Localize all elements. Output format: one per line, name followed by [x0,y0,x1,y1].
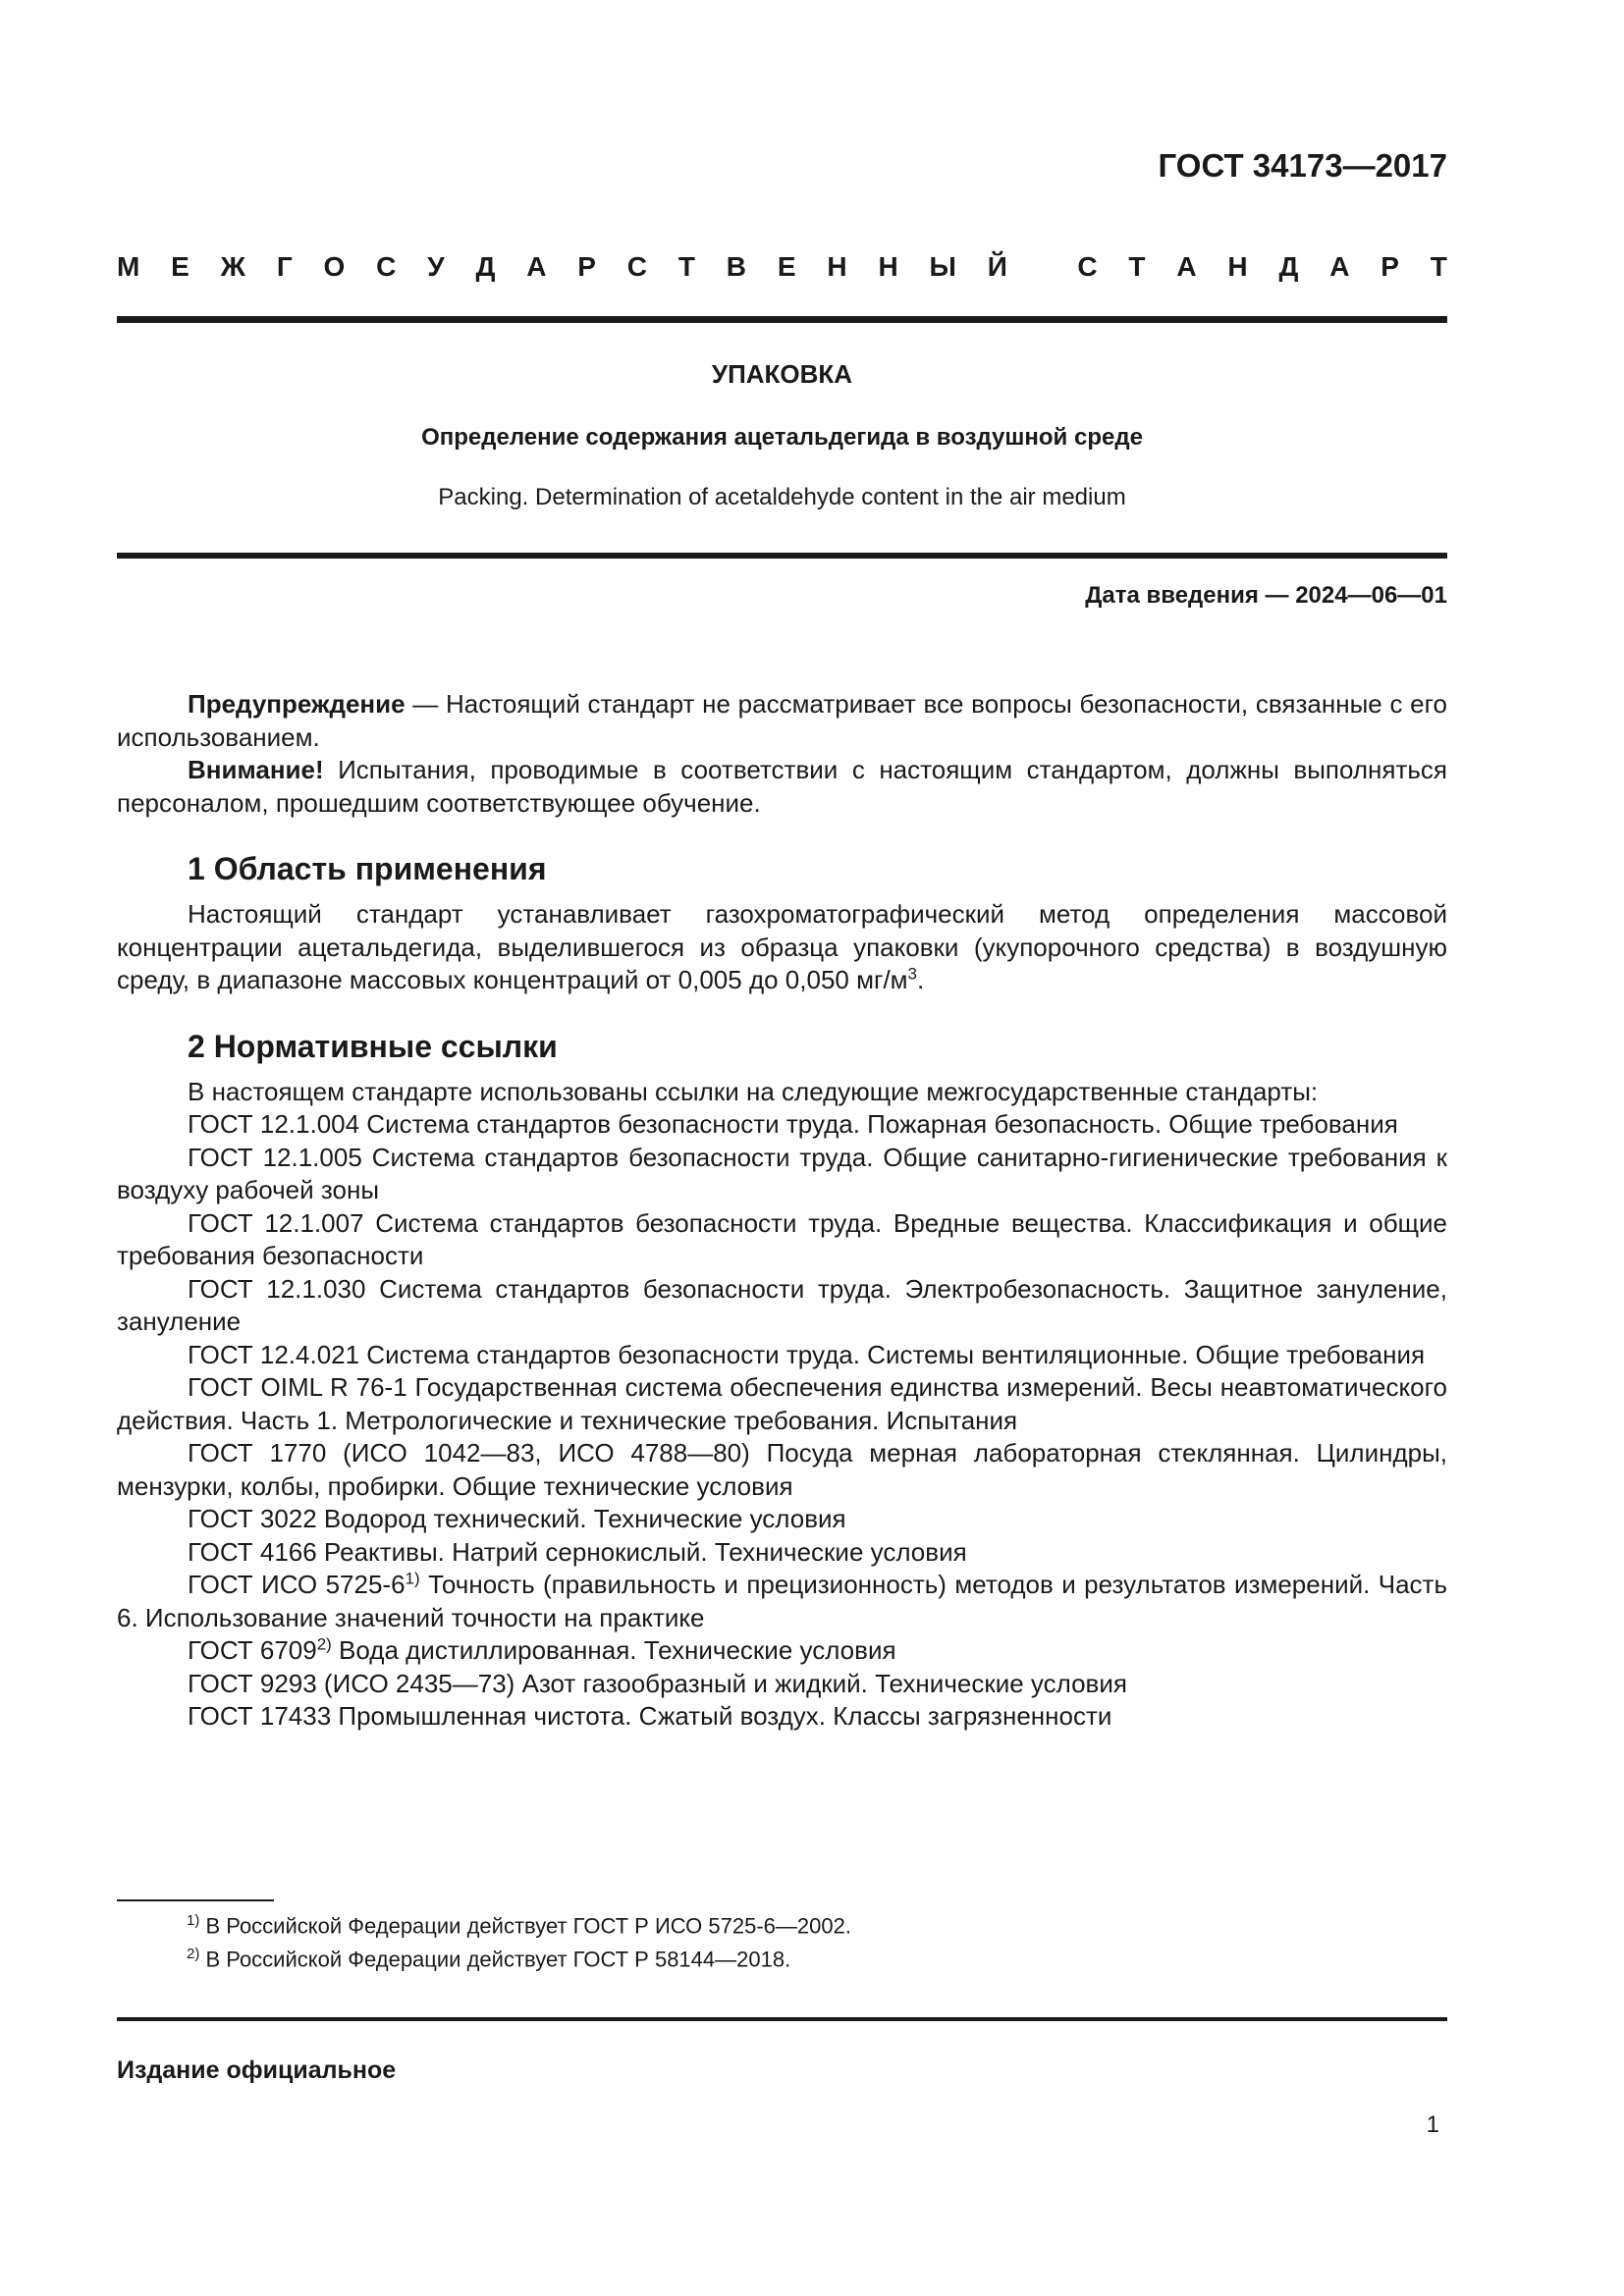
scope-superscript: 3 [907,964,918,984]
reference-item: ГОСТ 12.4.021 Система стандартов безопасности труда. Системы вентиляционные. Общие требования [188,1339,1426,1369]
banner-letter: М [117,251,140,282]
warning-label: Предупреждение [188,689,406,719]
banner-letter: Т [677,251,695,282]
banner-letter: А [526,251,547,282]
footnote-ref-2: 2) [316,1634,332,1654]
reference-item: ГОСТ 3022 Водород технический. Технические условия [188,1504,846,1533]
reference-item: ГОСТ 4166 Реактивы. Натрий сернокислый. Технические условия [188,1536,967,1567]
ref-6709-title: Вода дистиллированная. Технические условия [331,1635,896,1665]
banner-letter: Р [577,251,596,282]
scope-text-end: . [917,965,925,994]
reference-item [117,1569,1447,1634]
reference-item: ГОСТ 12.1.005 Система стандартов безопасности труда. Общие санитарно-гигиенические требования к воздуху рабочей зоны [117,1142,1447,1204]
banner-letter: Й [987,251,1007,282]
reference-item: ГОСТ 12.1.004 Система стандартов безопасности труда. Пожарная безопасность. Общие требования [188,1109,1398,1139]
scope-text: Настоящий стандарт устанавливает газохроматографический метод определения массовой концентрации ацетальдегида, выделившегося из образца упаковки (укупорочного средства) в воздушную среду, в диапазоне массовых концентраций от 0,005 до 0,050 мг/м [117,899,1447,994]
references-list [117,1108,1447,1569]
reference-item: ГОСТ 17433 Промышленная чистота. Сжатый воздух. Классы загрязненности [188,1701,1112,1731]
banner-letter: Ж [220,251,245,282]
title-main: УПАКОВКА [711,359,853,389]
footnote-rule [117,1899,274,1901]
banner-letter: Н [827,251,847,282]
reference-item [117,1634,1447,1668]
attention-paragraph [117,754,1447,820]
banner-letter: Н [878,251,898,282]
ref-iso-code: ГОСТ ИСО 5725-6 [188,1570,406,1599]
title-subtitle: Определение содержания ацетальдегида в воздушной среде [421,424,1143,451]
warning-text: — Настоящий стандарт не рассматривает все вопросы безопасности, связанные с его использованием. [117,689,1447,752]
footnote-2-mark: 2) [187,1946,200,1962]
section-1-text [117,898,1447,997]
footnote-1-mark: 1) [187,1912,200,1929]
ref-6709-code: ГОСТ 6709 [188,1635,317,1665]
header-rule [117,316,1447,323]
banner-letter: Т [1430,251,1447,282]
banner-letter: С [626,251,648,282]
reference-item: ГОСТ OIML R 76-1 Государственная система обеспечения единства измерений. Весы неавтоматического действия. Часть 1. Метрологические и технические требования. Испытания [117,1372,1447,1435]
banner-letter: О [323,251,346,282]
standard-type-banner [117,251,1447,283]
title-english: Packing. Determination of acetaldehyde content in the air medium [438,484,1126,510]
reference-item: ГОСТ 1770 (ИСО 1042—83, ИСО 4788—80) Посуда мерная лабораторная стеклянная. Цилиндры, мензурки, колбы, пробирки. Общие технические условия [117,1438,1447,1501]
footnote-ref-1: 1) [405,1569,420,1588]
document-body [117,688,1447,1734]
banner-letter: Е [171,251,189,282]
banner-letter: Г [276,251,293,282]
page-number: 1 [1426,2111,1439,2138]
banner-letter: Н [1227,251,1248,282]
banner-letter: С [376,251,397,282]
introduction-date: Дата введения — 2024—06—01 [1085,582,1447,609]
references-list-tail [117,1668,1447,1734]
banner-letter: В [726,251,747,282]
reference-item: ГОСТ 9293 (ИСО 2435—73) Азот газообразный и жидкий. Технические условия [188,1668,1127,1698]
ref-iso-title: Точность (правильность и прецизионность) методов и результатов измерений. Часть 6. Использование значений точности на практике [117,1570,1447,1632]
footnote-2-text: В Российской Федерации действует ГОСТ Р 58144—2018. [199,1947,791,1972]
footer-rule [117,2017,1447,2021]
banner-letter: У [427,251,445,282]
footnote-1-text: В Российской Федерации действует ГОСТ Р ИСО 5725-6—2002. [199,1913,851,1939]
banner-letter: Д [1278,251,1299,282]
edition-label: Издание официальное [117,2056,397,2084]
attention-label: Внимание! [188,755,324,784]
footnote-1 [187,1912,851,1939]
attention-text: Испытания, проводимые в соответствии с настоящим стандартом, должны выполняться персоналом, прошедшим соответствующее обучение. [117,755,1447,818]
banner-letter: А [1329,251,1350,282]
reference-item: ГОСТ 12.1.030 Система стандартов безопасности труда. Электробезопасность. Защитное зануление, зануление [117,1273,1447,1336]
warning-paragraph [117,688,1447,754]
section-2-heading: 2 Нормативные ссылки [188,1028,558,1064]
banner-letter: Р [1380,251,1399,282]
section-1-heading: 1 Область применения [188,851,547,886]
banner-letter: Е [777,251,796,282]
reference-item: ГОСТ 12.1.007 Система стандартов безопасности труда. Вредные вещества. Классификация и общие требования безопасности [117,1207,1447,1270]
footnote-2 [187,1946,790,1972]
title-rule [117,553,1447,559]
refs-intro: В настоящем стандарте использованы ссылки на следующие межгосударственные стандарты: [188,1076,1319,1106]
banner-letter: А [1176,251,1197,282]
banner-letter: Т [1128,251,1146,282]
banner-letter: С [1077,251,1098,282]
banner-letter: Д [475,251,496,282]
document-number: ГОСТ 34173—2017 [1158,147,1447,184]
banner-letter [1039,251,1047,283]
banner-letter: Ы [929,251,956,282]
